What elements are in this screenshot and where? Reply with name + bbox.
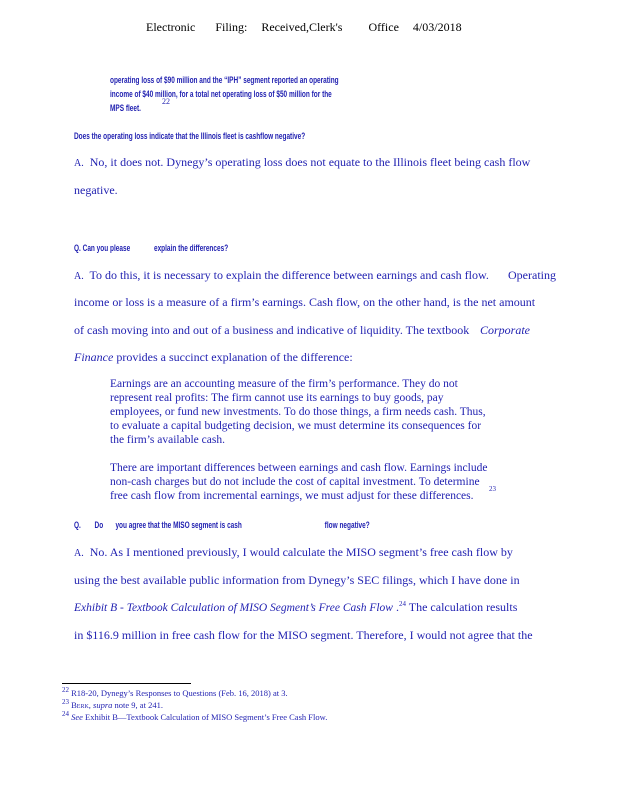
footnote-24-text: Exhibit B—Textbook Calculation of MISO Segment’s Free Cash Flow. [82, 712, 328, 722]
top-quote-line-2: income of $40 million, for a total net operating loss of $50 million for the [110, 89, 332, 99]
quote-p1-line-4: to evaluate a capital budgeting decision, we must determine its consequences for [110, 420, 482, 432]
footnote-23-supra: supra [93, 700, 113, 710]
question-3-part-3: you agree that the MISO segment is cash [115, 520, 242, 530]
quote-p1-line-5: the firm’s available cash. [110, 434, 225, 446]
answer-2-line-4 [74, 350, 353, 365]
answer-2-line-1 [74, 268, 489, 283]
footnote-22-num: 22 [62, 686, 69, 695]
footnote-22 [62, 688, 288, 698]
header-office: Office [368, 20, 399, 34]
answer-2-line-3: of cash moving into and out of a business and indicative of liquidity. The textbook [74, 323, 470, 337]
footnote-24-num: 24 [62, 710, 69, 719]
question-3-part-1: Q. [74, 520, 81, 530]
footnote-separator [62, 683, 191, 684]
footnote-23 [62, 700, 163, 710]
question-2 [74, 243, 228, 253]
answer-2-line-1-end: Operating [508, 268, 556, 282]
quote-p1-line-1: Earnings are an accounting measure of the firm’s performance. They do not [110, 378, 458, 390]
quote-p2-line-2: non-cash charges but do not include the cost of capital investment. To determine [110, 476, 480, 488]
header-received: Received,Clerk's [261, 20, 343, 34]
footnote-24-see: See [69, 712, 83, 722]
quote-p2-line-1: There are important differences between earnings and cash flow. Earnings include [110, 462, 488, 474]
answer-2-line-2: income or loss is a measure of a firm’s earnings. Cash flow, on the other hand, is the net amount [74, 295, 536, 309]
book-title-corporate: Corporate [480, 323, 531, 337]
top-quote-line-3 [110, 103, 141, 113]
top-quote-line-1: operating loss of $90 million and the “IPH” segment reported an operating [110, 75, 339, 85]
footnote-ref-23: 23 [489, 485, 496, 493]
question-3 [74, 520, 370, 530]
footnote-24 [62, 712, 327, 722]
question-3-part-4: flow negative? [324, 520, 370, 530]
answer-3-line-1-text: No. As I mentioned previously, I would calculate the MISO segment’s free cash flow by [89, 545, 513, 559]
answer-3-line-4: in $116.9 million in free cash flow for the MISO segment. Therefore, I would not agree that the [74, 628, 533, 642]
footnote-23-num: 23 [62, 698, 69, 707]
book-title-finance: Finance [74, 350, 114, 364]
answer-1-text: No, it does not. Dynegy’s operating loss does not equate to the Illinois fleet being cash flow [89, 155, 531, 169]
question-2-part-2: explain the differences? [153, 243, 229, 253]
header-filing: Filing: [215, 20, 248, 34]
question-1: Does the operating loss indicate that the Illinois fleet is cashflow negative? [74, 131, 306, 141]
answer-2-line-4-text: provides a succinct explanation of the difference: [113, 350, 353, 364]
answer-2-label: A. [74, 271, 84, 282]
header-electronic: Electronic [146, 20, 196, 34]
answer-1-label: A. [74, 158, 84, 169]
answer-3-line-1 [74, 545, 513, 560]
exhibit-b-title: Exhibit B - Textbook Calculation of MISO Segment’s Free Cash Flow [74, 602, 393, 614]
answer-1-line-2: negative. [74, 183, 118, 197]
quote-p1-line-3: employees, or fund new investments. To do those things, a firm needs cash. Thus, [110, 406, 486, 418]
answer-3-line-2: using the best available public information from Dynegy’s SEC filings, which I have done in [74, 573, 520, 587]
footnote-23-rest: note 9, at 241. [112, 700, 163, 710]
header-date: 4/03/2018 [412, 20, 462, 34]
answer-3-label: A. [74, 548, 84, 559]
footnote-23-author: Berk, [69, 700, 94, 710]
answer-2-line-3-end [480, 323, 530, 338]
quote-p2-line-3: free cash flow from incremental earnings, we must adjust for these differences. [110, 490, 474, 502]
answer-3-line-3-rest: The calculation results [405, 600, 518, 614]
answer-1-line-1 [74, 155, 530, 170]
answer-2-line-1-text: To do this, it is necessary to explain the difference between earnings and cash flow. [89, 268, 489, 282]
top-quote-line-3-text: MPS fleet. [110, 103, 141, 113]
footnote-ref-24: 24 [398, 600, 406, 608]
question-3-part-2: Do [94, 520, 104, 530]
filing-header [146, 20, 462, 35]
answer-3-line-3: Exhibit B - Textbook Calculation of MISO Segment’s Free Cash Flow .$^{24}$ The calculation results [74, 600, 518, 614]
footnote-22-text: R18-20, Dynegy’s Responses to Questions (Feb. 16, 2018) at 3. [69, 688, 288, 698]
quote-p1-line-2: represent real profits: The firm cannot use its earnings to buy goods, pay [110, 392, 444, 404]
question-2-part-1: Q. Can you please [74, 243, 131, 253]
footnote-ref-22: 22 [162, 97, 170, 106]
